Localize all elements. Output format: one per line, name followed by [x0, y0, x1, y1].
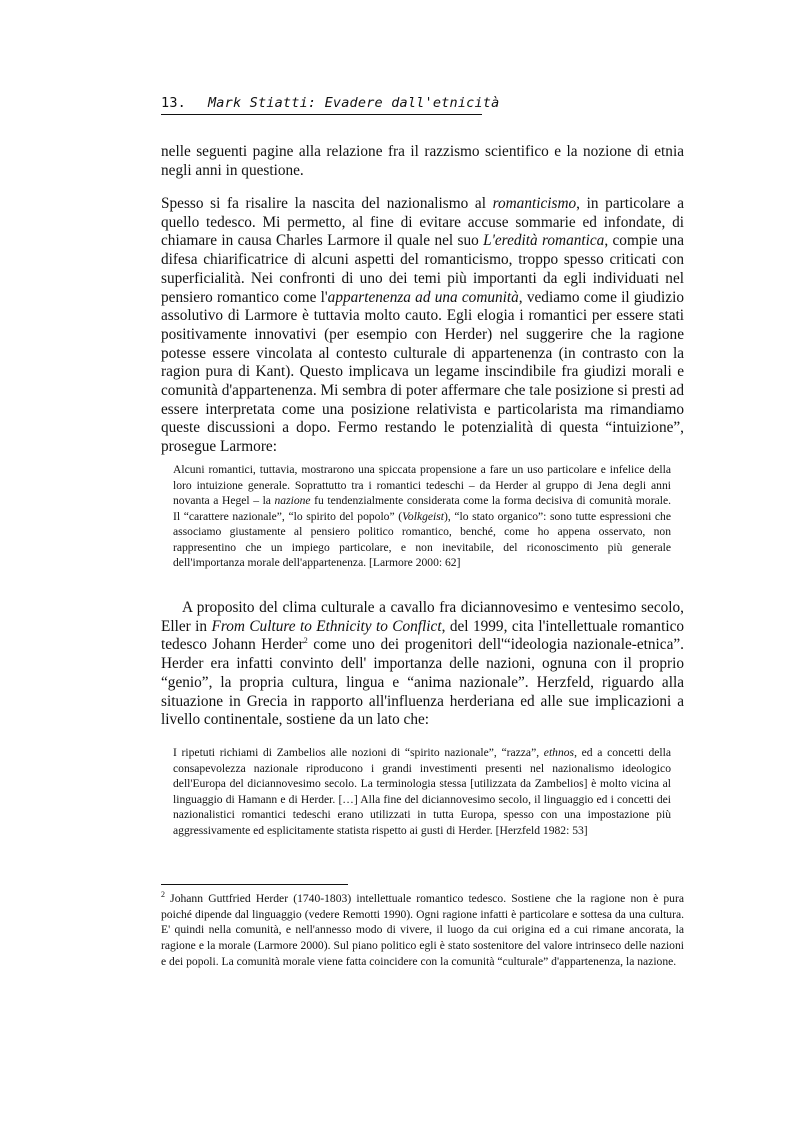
chapter-number: 13. — [161, 95, 186, 111]
running-header — [161, 94, 500, 115]
footnote-separator — [161, 884, 348, 885]
footnote-2: $^2$ Johann Guttfried Herder (1740-1803) intellettuale romantico tedesco. Sostiene che la ragione non è pura poiché dipende dal linguaggio (vedere Remotti 1990). Ogni ragione infatti è particolare e sottesa da una cultura. E' quindi nella comunità, e nell'annesso modo di vivere, il luogo da cui origina ed a cui rimane ancorata, la ragione e la morale (Larmore 2000). Sul piano politico egli è stato sostenitore del valore intrinseco delle nazioni e dei popoli. La comunità morale viene fatta coincidere con la comunità “culturale” d'appartenenza, la nazione. — [161, 890, 684, 968]
chapter-title: Mark Stiatti: Evadere dall'etnicità — [207, 95, 500, 111]
block-quote-herzfeld: I ripetuti richiami di Zambelios alle nozioni di “spirito nazionale”, “razza”, ethnos, ed a concetti della consapevolezza nazionale riproducono i grandi investimenti presenti nel nazionalismo ideologico dell'Europa del diciannovesimo secolo. La terminologia stessa [utilizzata da Zambelios] è molto vicina al linguaggio di Hamann e di Herder. […] Alla fine del diciannovesimo secolo, il linguaggio ed i concetti dei nazionalistici romantici tedeschi erano utilizzati in tutta Europa, spesso con una impostazione più aggressivamente ed esplicitamente statista rispetto ai gusti di Herder. [Herzfeld 1982: 53] — [173, 746, 672, 837]
paragraph-3: A proposito del clima culturale a cavallo fra diciannovesimo e ventesimo secolo, Eller in From Culture to Ethnicity to Conflict, del 1999, cita l'intellettuale romantico tedesco Johann Herder$^2$ come uno dei progenitori dell'“ideologia nazionale-etnica”. Herder era infatti convinto dell' importanza delle nazioni, ognuna con il proprio “genio”, la propria cultura, lingua e “anima nazionale”. Herzfeld, riguardo alla situazione in Grecia in rapporto all'influenza herderiana ed alle sue implicazioni a livello continentale, sostiene da un lato che: — [161, 599, 685, 729]
paragraph-1: nelle seguenti pagine alla relazione fra il razzismo scientifico e la nozione di etnia negli anni in questione. — [161, 143, 684, 179]
footnote-marker: 2 — [161, 890, 165, 900]
footnote-reference: 2 — [303, 636, 308, 646]
block-quote-larmore: Alcuni romantici, tuttavia, mostrarono una spiccata propensione a fare un uso particolare e infelice della loro intuizione generale. Soprattutto tra i romantici tedeschi – da Herder al gruppo di Jena degli anni novanta a Hegel – la nazione fu tendenzialmente considerata come la forma decisiva di comunità morale. Il “carattere nazionale”, “lo spirito del popolo” (Volkgeist), “lo stato organico”: sono tutte espressioni che associamo giustamente al pensiero politico romantico, benché, come ho appena osservato, non rappresentino che un impiego particolare, e non inevitabile, del riconoscimento più generale dell'importanza morale dell'appartenenza. [Larmore 2000: 62] — [173, 463, 672, 569]
paragraph-2: Spesso si fa risalire la nascita del nazionalismo al romanticismo, in particolare a quello tedesco. Mi permetto, al fine di evitare accuse sommarie ed infondate, di chiamare in causa Charles Larmore il quale nel suo L'eredità romantica, compie una difesa chiarificatrice di alcuni aspetti del romanticismo, troppo spesso criticati con superficialità. Nei confronti di uno dei temi più importanti da egli individuati nel pensiero romantico come l'appartenenza ad una comunità, vediamo come il giudizio assolutivo di Larmore è tuttavia molto cauto. Egli elogia i romantici per essere stati positivamente innovativi (per esempio con Herder) nel suggerire che la ragione potesse essere vincolata al contesto culturale di appartenenza (in contrasto con la ragion pura di Kant). Questo implicava un legame inscindibile fra giudizi morali e comunità d'appartenenza. Mi sembra di poter affermare che tale posizione si presti ad essere interpretata come una posizione relativista e particolarista ma rimandiamo queste discussioni a dopo. Fermo restando le potenzialità di questa “intuizione”, prosegue Larmore: — [161, 195, 684, 456]
